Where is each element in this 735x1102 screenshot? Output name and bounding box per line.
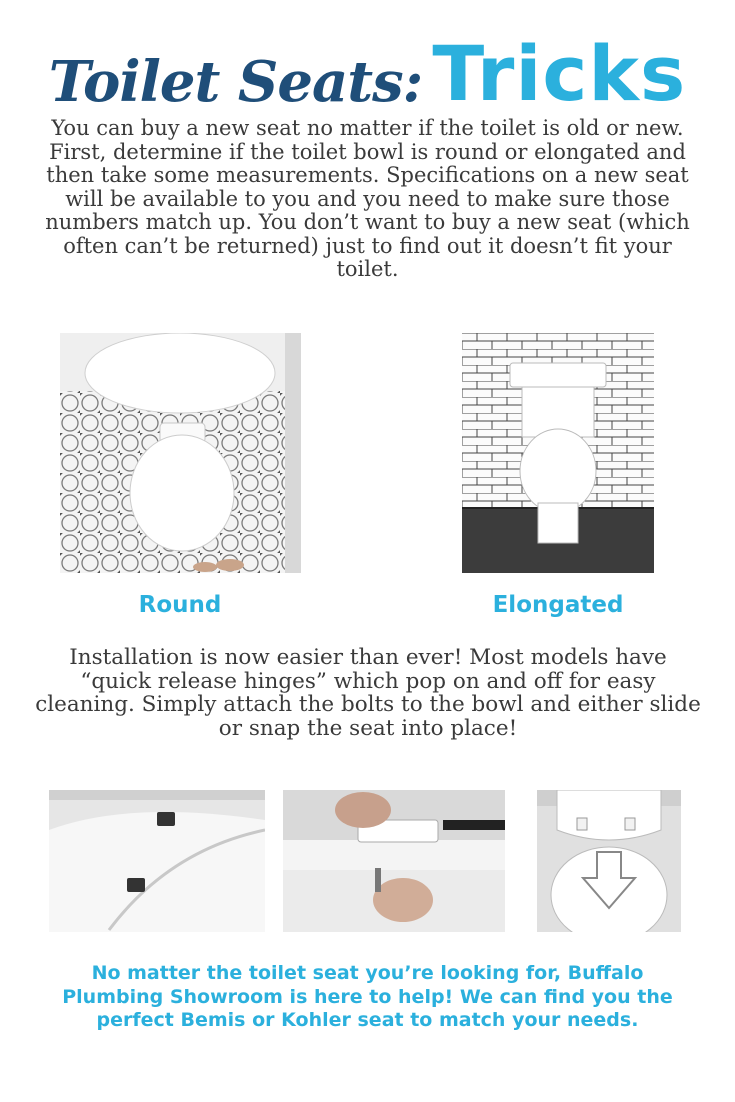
footer-callout: No matter the toilet seat you’re looking for, Buffalo Plumbing Showroom is here to help! We can find you the perfect Bemis or Kohler seat to match your needs. [62,962,673,1031]
hinge-photo [49,790,265,932]
intro-paragraph: You can buy a new seat no matter if the toilet is old or new. First, determine if the toilet bowl is round or elongated and then take some measurements. Specifications on a new seat will be available to you and you need to make sure those numbers match up. You don’t want to buy a new seat (which often can’t be returned) just to find out it doesn’t fit your toilet. [45,116,690,281]
title-script: Toilet Seats: [48,49,423,115]
round-label: Round [138,592,222,618]
installation-paragraph: Installation is now easier than ever! Most models have “quick release hinges” which pop on and off for easy cleaning. Simply attach the bolts to the bowl and either slide or snap the seat into place! [35,645,701,741]
page-title [0,14,735,118]
bolt-install-photo [283,790,505,932]
elongated-toilet-photo [462,333,654,573]
title-bold: Tricks [432,28,687,118]
elongated-label: Elongated [492,592,624,618]
quick-release-photo [537,790,681,932]
round-toilet-photo [60,333,301,573]
